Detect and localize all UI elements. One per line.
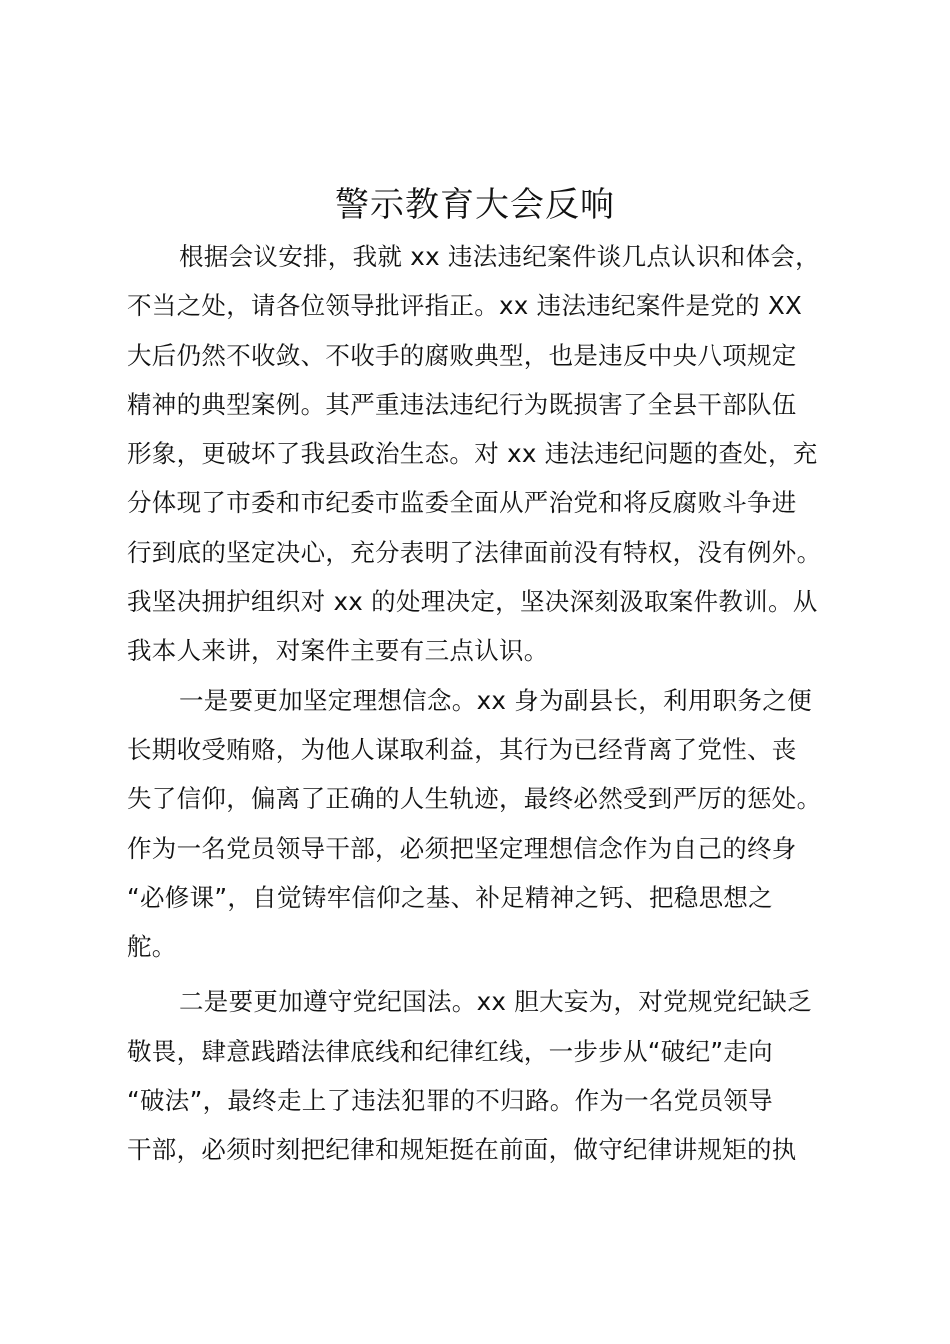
paragraph-line: 作为一名党员领导干部，必须把坚定理想信念作为自己的终身 bbox=[127, 833, 797, 863]
paragraph-line: 行到底的坚定决心，充分表明了法律面前没有特权，没有例外。 bbox=[127, 537, 822, 567]
paragraph-line: 敬畏，肆意践踏法律底线和纪律红线，一步步从“破纪”走向 bbox=[127, 1036, 773, 1066]
paragraph-line: 不当之处，请各位领导批评指正。xx 违法违纪案件是党的 XX bbox=[127, 291, 803, 321]
paragraph-line: 精神的典型案例。其严重违法违纪行为既损害了全县干部队伍 bbox=[127, 389, 797, 419]
paragraph-line: “破法”，最终走上了违法犯罪的不归路。作为一名党员领导 bbox=[127, 1086, 773, 1116]
paragraph-intro bbox=[127, 232, 839, 676]
paragraph-line: 干部，必须时刻把纪律和规矩挺在前面，做守纪律讲规矩的执 bbox=[127, 1135, 797, 1165]
paragraph-ideals bbox=[127, 676, 839, 972]
paragraph-line: 根据会议安排，我就 xx 违法违纪案件谈几点认识和体会， bbox=[179, 242, 820, 271]
paragraph-line: 一是要更加坚定理想信念。xx 身为副县长，利用职务之便 bbox=[179, 685, 812, 715]
paragraph-line: 我坚决拥护组织对 xx 的处理决定，坚决深刻汲取案件教训。从 bbox=[127, 587, 818, 617]
paragraph-line: 大后仍然不收敛、不收手的腐败典型，也是违反中央八项规定 bbox=[127, 340, 797, 370]
paragraph-line: 长期收受贿赂，为他人谋取利益，其行为已经背离了党性、丧 bbox=[127, 734, 797, 764]
paragraph-line: 分体现了市委和市纪委市监委全面从严治党和将反腐败斗争进 bbox=[127, 488, 797, 518]
paragraph-line: 我本人来讲，对案件主要有三点认识。 bbox=[127, 636, 549, 666]
paragraph-line: “必修课”，自觉铸牢信仰之基、补足精神之钙、把稳思想之 bbox=[127, 882, 773, 912]
paragraph-line: 形象，更破坏了我县政治生态。对 xx 违法违纪问题的查处，充 bbox=[127, 439, 818, 469]
paragraph-line: 舵。 bbox=[127, 932, 177, 962]
paragraph-line: 失了信仰，偏离了正确的人生轨迹，最终必然受到严厉的惩处。 bbox=[127, 784, 822, 814]
paragraph-line: 二是要更加遵守党纪国法。xx 胆大妄为，对党规党纪缺乏 bbox=[179, 987, 812, 1017]
document-title: 警示教育大会反响 bbox=[335, 185, 615, 225]
paragraph-discipline bbox=[127, 977, 839, 1174]
document-body bbox=[127, 232, 839, 1175]
